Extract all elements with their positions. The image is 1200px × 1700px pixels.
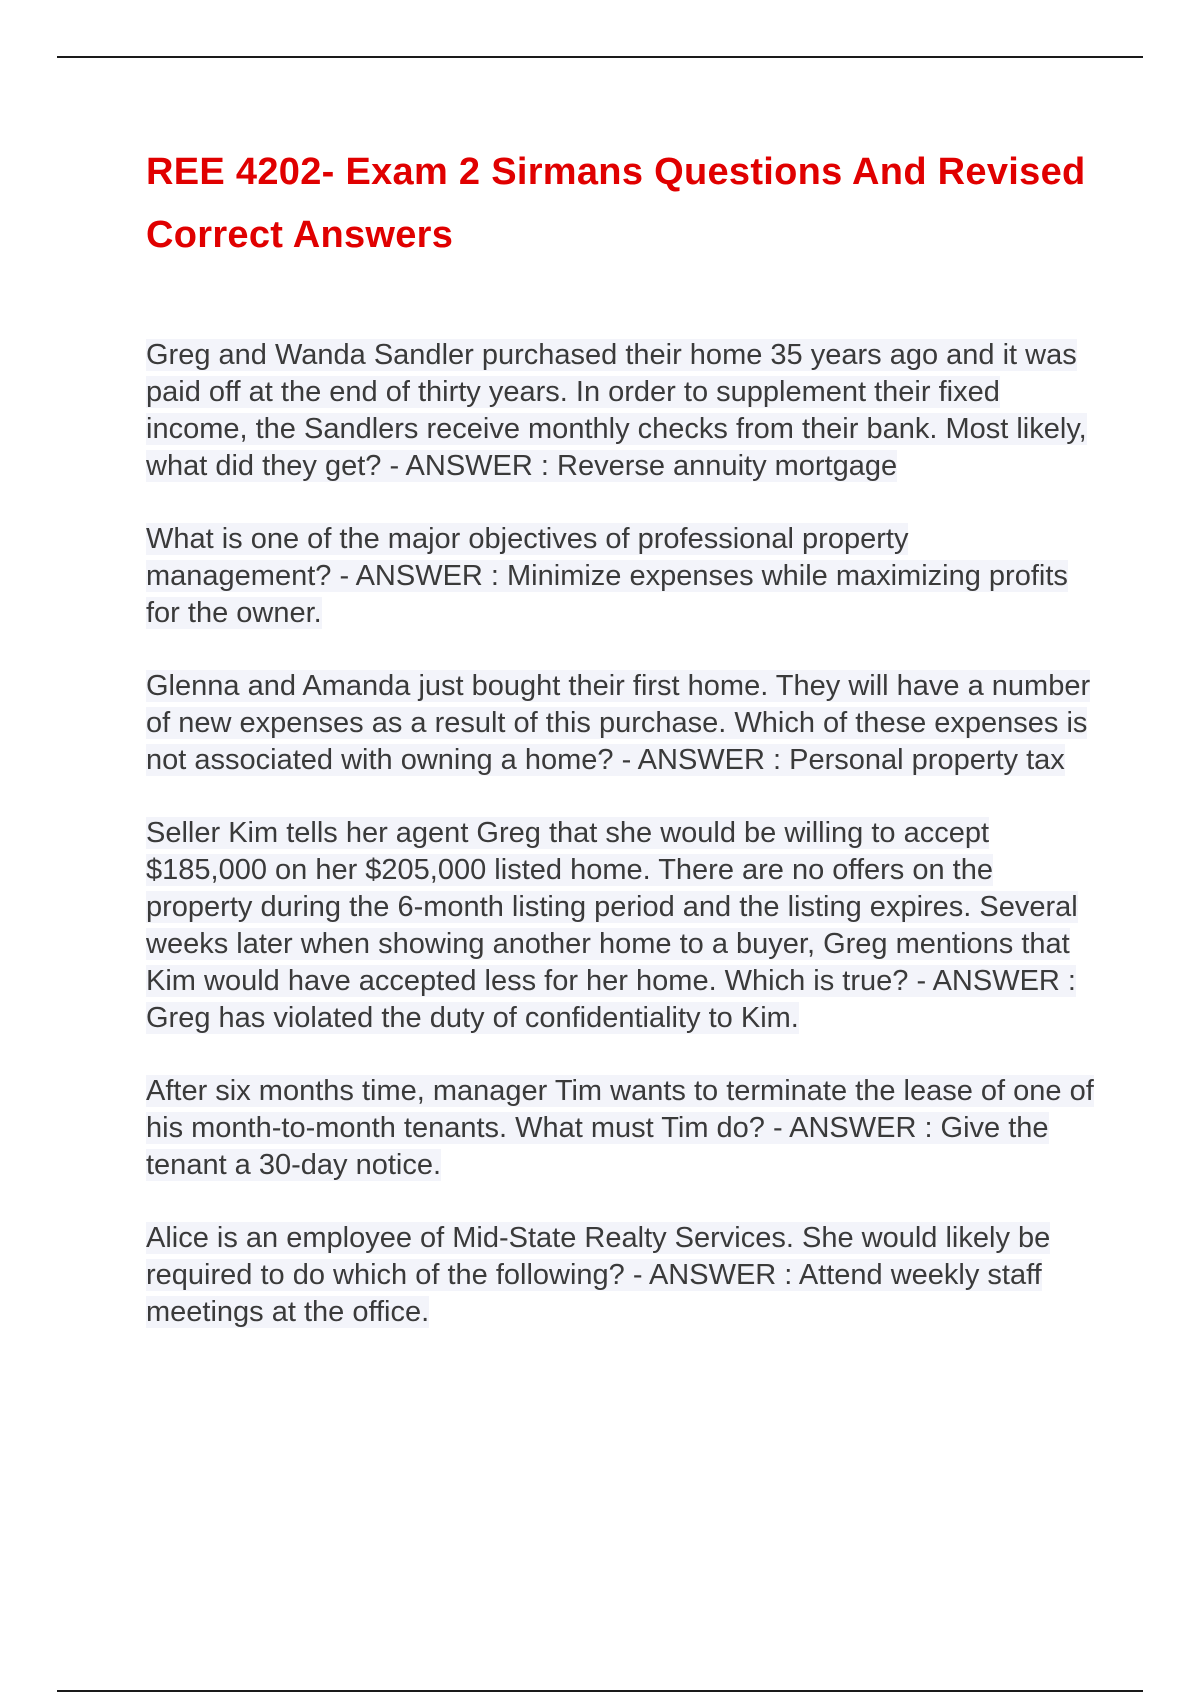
qa-item bbox=[146, 1073, 1096, 1184]
qa-item bbox=[146, 815, 1096, 1037]
document-title: REE 4202- Exam 2 Sirmans Questions And Revised Correct Answers bbox=[146, 151, 1086, 256]
qa-item bbox=[146, 668, 1096, 779]
qa-text: Glenna and Amanda just bought their first home. They will have a number of new expenses as a result of this purchase. Which of these expenses is not associated with owning a home? - ANSWER : Personal property tax bbox=[146, 670, 1091, 776]
top-rule bbox=[57, 56, 1143, 58]
qa-text: Seller Kim tells her agent Greg that she would be willing to accept $185,000 on her $205,000 listed home. There are no offers on the property during the 6-month listing period and the listing expires. Several weeks later when showing another home to a buyer, Greg mentions that Kim would have accepted less for her home. Which is true? - ANSWER : Greg has violated the duty of confidentiality to Kim. bbox=[146, 817, 1078, 1034]
qa-list bbox=[146, 337, 1096, 1367]
qa-text: Greg and Wanda Sandler purchased their home 35 years ago and it was paid off at the end of thirty years. In order to supplement their fixed income, the Sandlers receive monthly checks from their bank. Most likely, what did they get? - ANSWER : Reverse annuity mortgage bbox=[146, 339, 1087, 482]
bottom-rule bbox=[57, 1690, 1143, 1692]
qa-item bbox=[146, 521, 1096, 632]
qa-text: After six months time, manager Tim wants to terminate the lease of one of his month-to-month tenants. What must Tim do? - ANSWER : Give the tenant a 30-day notice. bbox=[146, 1075, 1094, 1181]
qa-text: What is one of the major objectives of professional property management? - ANSWER : Minimize expenses while maximizing profits for the owner. bbox=[146, 523, 1068, 629]
qa-item bbox=[146, 1220, 1096, 1331]
qa-text: Alice is an employee of Mid-State Realty Services. She would likely be required to do which of the following? - ANSWER : Attend weekly staff meetings at the office. bbox=[146, 1222, 1051, 1328]
qa-item bbox=[146, 337, 1096, 485]
